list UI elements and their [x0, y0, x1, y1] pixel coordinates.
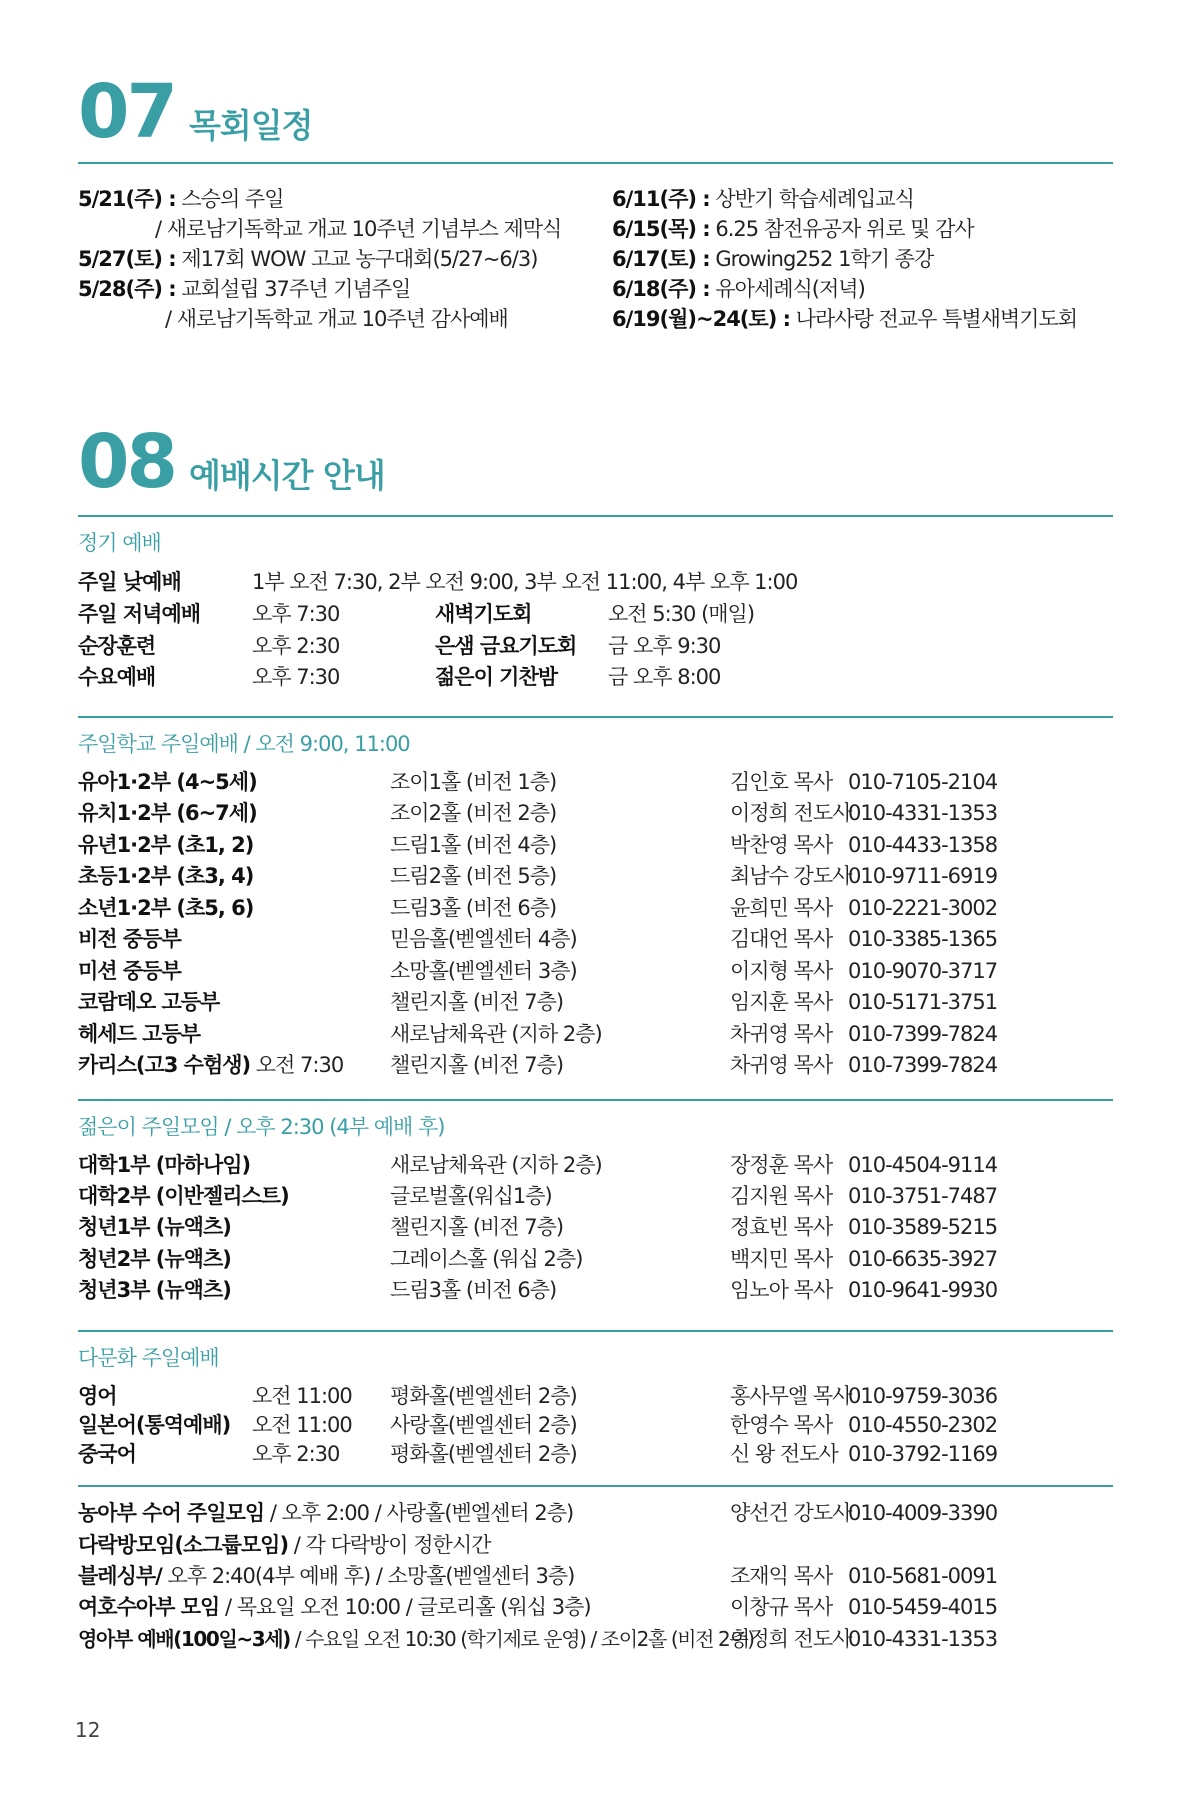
dept-name: 비전 중등부: [78, 927, 181, 951]
meeting-line: 농아부 수어 주일모임 / 오후 2:00 / 사랑홀(벧엘센터 2층): [78, 1501, 574, 1525]
phone: 010-4433-1358: [848, 833, 998, 857]
phone: 010-3589-5215: [848, 1215, 998, 1239]
dept-name: 코람데오 고등부: [78, 990, 220, 1014]
schedule-item: 6/19(월)~24(토) : 나라사랑 전교우 특별새벽기도회: [612, 307, 1078, 331]
leader: 정효빈 목사: [730, 1215, 833, 1239]
section-divider: [78, 1099, 1113, 1101]
schedule-item: 5/27(토) : 제17회 WOW 고교 농구대회(5/27~6/3): [78, 247, 538, 271]
dept-name: 헤세드 고등부: [78, 1022, 201, 1046]
dept-name: 청년1부 (뉴액츠): [78, 1215, 231, 1239]
dept-name: 소년1·2부 (초5, 6): [78, 896, 254, 920]
dept-name: 일본어(통역예배): [78, 1413, 231, 1437]
schedule-item: 5/21(주) : 스승의 주일: [78, 187, 284, 211]
section-divider: [78, 1330, 1113, 1332]
leader: 이정희 전도사: [730, 801, 852, 825]
leader: 장정훈 목사: [730, 1153, 833, 1177]
worship-time: 오전 11:00: [252, 1413, 352, 1437]
leader: 차귀영 목사: [730, 1053, 833, 1077]
phone: 010-9711-6919: [848, 864, 998, 888]
place: 새로남체육관 (지하 2층): [390, 1022, 602, 1046]
worship-time: 오전 5:30 (매일): [608, 602, 755, 626]
schedule-item: 6/17(토) : Growing252 1학기 종강: [612, 247, 934, 271]
place: 조이1홀 (비전 1층): [390, 770, 557, 794]
schedule-item: 5/28(주) : 교회설립 37주년 기념주일: [78, 277, 411, 301]
place: 평화홀(벧엘센터 2층): [390, 1442, 577, 1466]
place: 챌린지홀 (비전 7층): [390, 990, 564, 1014]
phone: 010-4504-9114: [848, 1153, 998, 1177]
section-number: 07: [78, 69, 175, 155]
dept-name: 유치1·2부 (6~7세): [78, 801, 257, 825]
leader: 김대언 목사: [730, 927, 833, 951]
leader: 한영수 목사: [730, 1413, 833, 1437]
phone: 010-2221-3002: [848, 896, 998, 920]
place: 평화홀(벧엘센터 2층): [390, 1384, 577, 1408]
worship-name: 주일 저녁예배: [78, 602, 201, 626]
worship-time: 금 오후 9:30: [608, 634, 721, 658]
leader: 신 왕 전도사: [730, 1442, 838, 1466]
worship-time: 오후 2:30: [252, 634, 340, 658]
phone: 010-7399-7824: [848, 1053, 998, 1077]
worship-time: 금 오후 8:00: [608, 665, 721, 689]
phone: 010-6635-3927: [848, 1247, 998, 1271]
schedule-item: / 새로남기독학교 개교 10주년 기념부스 제막식: [155, 217, 562, 241]
section-title: 목회일정: [188, 106, 313, 145]
meeting-line: 블레싱부/ 오후 2:40(4부 예배 후) / 소망홀(벧엘센터 3층): [78, 1564, 575, 1588]
section-08-header: [78, 419, 385, 505]
worship-time: 오전 11:00: [252, 1384, 352, 1408]
dept-name: 초등1·2부 (초3, 4): [78, 864, 254, 888]
dept-name: 청년3부 (뉴액츠): [78, 1278, 231, 1302]
worship-name: 은샘 금요기도회: [435, 634, 577, 658]
place: 챌린지홀 (비전 7층): [390, 1215, 564, 1239]
worship-time: 오후 7:30: [252, 665, 340, 689]
leader: 최남수 강도사: [730, 864, 852, 888]
leader: 차귀영 목사: [730, 1022, 833, 1046]
section-divider: [78, 716, 1113, 718]
place: 믿음홀(벧엘센터 4층): [390, 927, 577, 951]
phone: 010-7399-7824: [848, 1022, 998, 1046]
section-divider: [78, 1485, 1113, 1487]
section-07-header: [78, 69, 313, 155]
worship-name: 새벽기도회: [435, 602, 532, 626]
place: 드림3홀 (비전 6층): [390, 1278, 557, 1302]
phone: 010-4550-2302: [848, 1413, 998, 1437]
worship-name: 주일 낮예배: [78, 570, 181, 594]
phone: 010-4331-1353: [848, 1627, 998, 1651]
leader: 박찬영 목사: [730, 833, 833, 857]
phone: 010-3792-1169: [848, 1442, 998, 1466]
worship-name: 순장훈련: [78, 634, 156, 658]
place: 드림1홀 (비전 4층): [390, 833, 557, 857]
section-divider: [78, 515, 1113, 517]
leader: 이정희 전도사: [730, 1627, 852, 1651]
leader: 윤희민 목사: [730, 896, 833, 920]
phone: 010-4331-1353: [848, 801, 998, 825]
subsection-title: 주일학교 주일예배 / 오전 9:00, 11:00: [78, 732, 410, 756]
leader: 홍사무엘 목사: [730, 1384, 852, 1408]
dept-name: 청년2부 (뉴액츠): [78, 1247, 231, 1271]
worship-time: 1부 오전 7:30, 2부 오전 9:00, 3부 오전 11:00, 4부 오후 1:00: [252, 570, 798, 594]
meeting-line: 영아부 예배(100일~3세) / 수요일 오전 10:30 (학기제로 운영) / 조이2홀 (비전 2층): [78, 1627, 754, 1651]
place: 새로남체육관 (지하 2층): [390, 1153, 602, 1177]
worship-time: 오후 7:30: [252, 602, 340, 626]
subsection-title: 다문화 주일예배: [78, 1346, 219, 1370]
meeting-line: 여호수아부 모임 / 목요일 오전 10:00 / 글로리홀 (워십 3층): [78, 1595, 591, 1619]
leader: 임노아 목사: [730, 1278, 833, 1302]
phone: 010-9759-3036: [848, 1384, 998, 1408]
dept-name: 유아1·2부 (4~5세): [78, 770, 257, 794]
leader: 양선건 강도사: [730, 1501, 852, 1525]
dept-name: 대학1부 (마하나임): [78, 1153, 251, 1177]
phone: 010-5171-3751: [848, 990, 998, 1014]
meeting-line: 다락방모임(소그룹모임) / 각 다락방이 정한시간: [78, 1533, 491, 1557]
phone: 010-9641-9930: [848, 1278, 998, 1302]
place: 사랑홀(벧엘센터 2층): [390, 1413, 577, 1437]
leader: 백지민 목사: [730, 1247, 833, 1271]
dept-name: 대학2부 (이반젤리스트): [78, 1184, 289, 1208]
subsection-title: 정기 예배: [78, 531, 161, 555]
section-number: 08: [78, 419, 175, 505]
phone: 010-5681-0091: [848, 1564, 998, 1588]
place: 드림2홀 (비전 5층): [390, 864, 557, 888]
dept-name: 유년1·2부 (초1, 2): [78, 833, 254, 857]
schedule-item: 6/15(목) : 6.25 참전유공자 위로 및 감사: [612, 217, 974, 241]
place: 조이2홀 (비전 2층): [390, 801, 557, 825]
subsection-title: 젊은이 주일모임 / 오후 2:30 (4부 예배 후): [78, 1115, 445, 1139]
phone: 010-3385-1365: [848, 927, 998, 951]
place: 글로벌홀(워십1층): [390, 1184, 552, 1208]
leader: 김지원 목사: [730, 1184, 833, 1208]
phone: 010-3751-7487: [848, 1184, 998, 1208]
dept-name: 중국어: [78, 1442, 136, 1466]
leader: 임지훈 목사: [730, 990, 833, 1014]
leader: 이지형 목사: [730, 959, 833, 983]
dept-name: 영어: [78, 1384, 117, 1408]
leader: 이창규 목사: [730, 1595, 833, 1619]
place: 소망홀(벧엘센터 3층): [390, 959, 577, 983]
worship-time: 오후 2:30: [252, 1442, 340, 1466]
leader: 김인호 목사: [730, 770, 833, 794]
dept-name: 미션 중등부: [78, 959, 181, 983]
dept-name: 카리스(고3 수험생) 오전 7:30: [78, 1053, 344, 1077]
place: 그레이스홀 (워십 2층): [390, 1247, 583, 1271]
schedule-item: 6/11(주) : 상반기 학습세례입교식: [612, 187, 914, 211]
phone: 010-5459-4015: [848, 1595, 998, 1619]
section-title: 예배시간 안내: [188, 456, 385, 495]
place: 챌린지홀 (비전 7층): [390, 1053, 564, 1077]
worship-name: 젊은이 기찬밤: [435, 665, 558, 689]
page-number: 12: [75, 1718, 101, 1742]
phone: 010-9070-3717: [848, 959, 998, 983]
place: 드림3홀 (비전 6층): [390, 896, 557, 920]
schedule-item: 6/18(주) : 유아세례식(저녁): [612, 277, 865, 301]
section-divider: [78, 162, 1113, 164]
schedule-item: / 새로남기독학교 개교 10주년 감사예배: [165, 307, 508, 331]
leader: 조재익 목사: [730, 1564, 833, 1588]
phone: 010-4009-3390: [848, 1501, 998, 1525]
worship-name: 수요예배: [78, 665, 156, 689]
phone: 010-7105-2104: [848, 770, 998, 794]
